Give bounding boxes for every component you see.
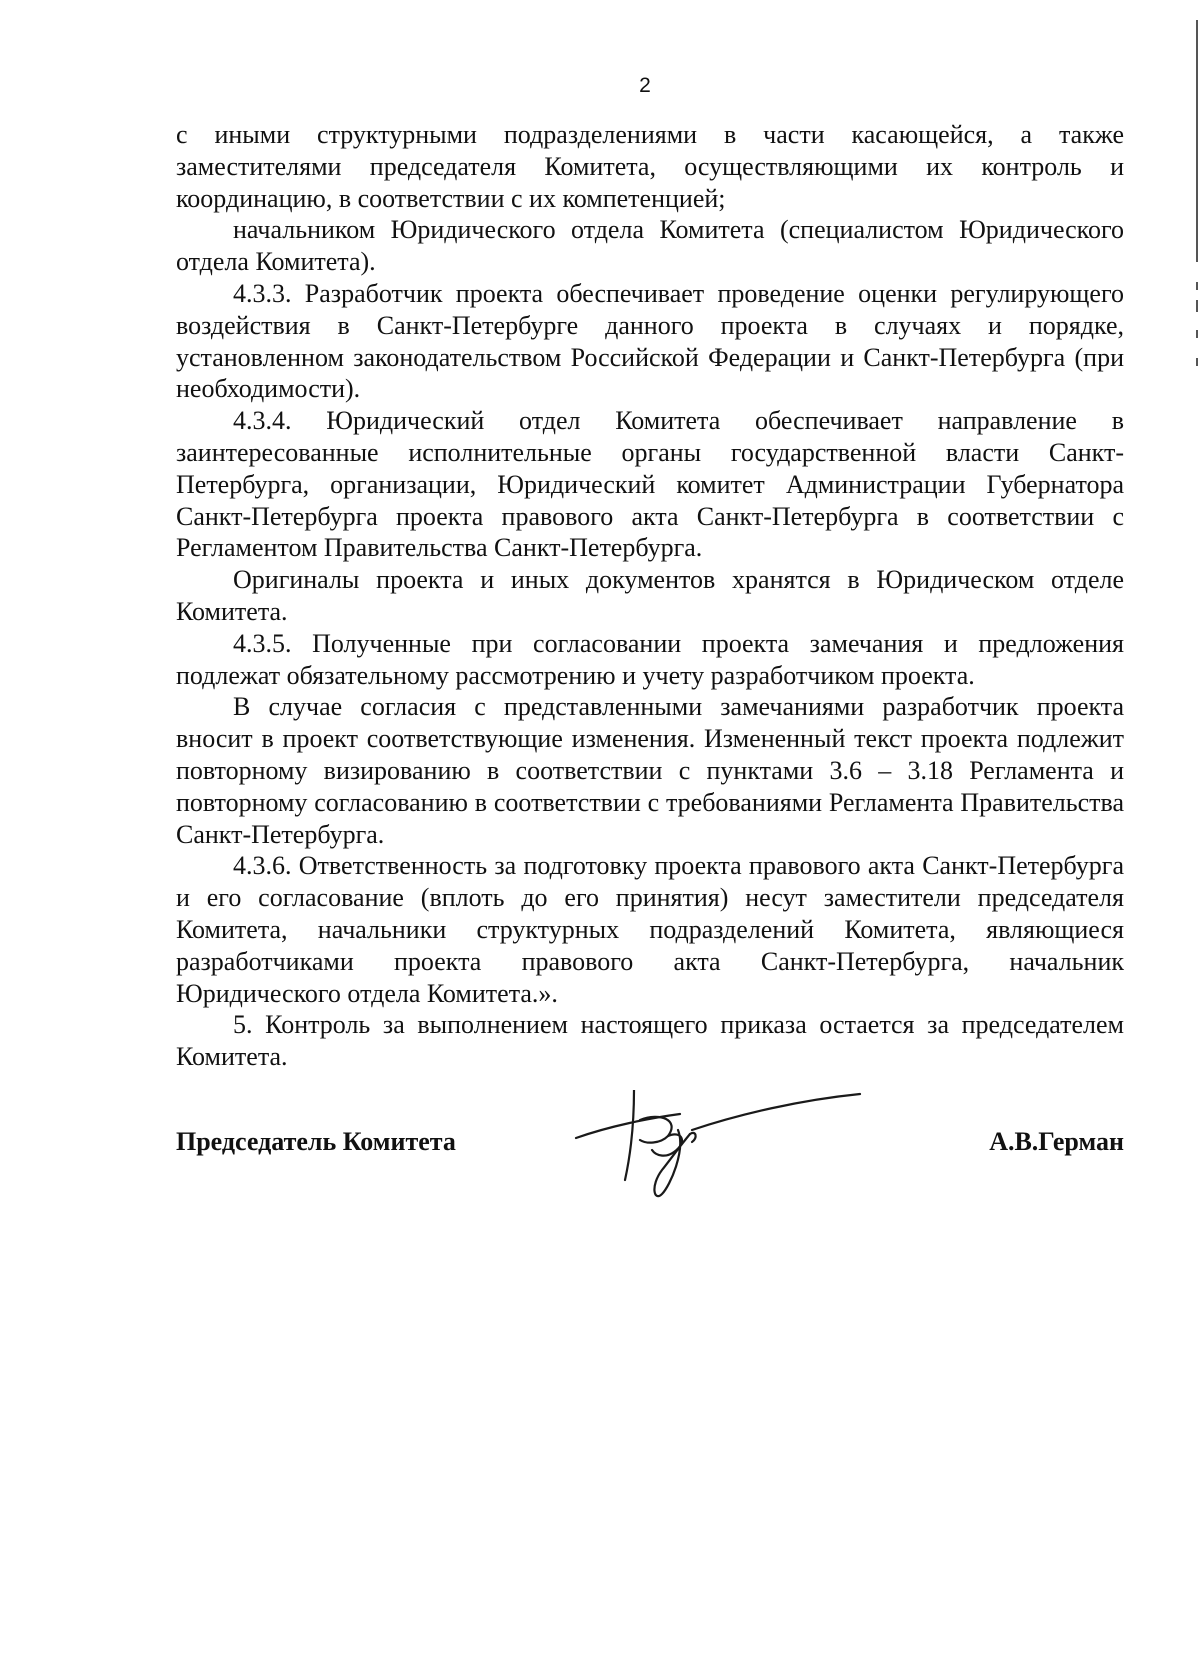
paragraph-3: 4.3.3. Разработчик проекта обеспечивает проведение оценки регулирующего воздействия в Санкт-Петербурге данного проекта в случаях и порядке, установленном законодательством Российской Федерации и Санкт-Петербурга (при необходимости).: [176, 278, 1124, 404]
signatory-name: А.В.Герман: [989, 1127, 1124, 1156]
paragraph-8: 4.3.6. Ответственность за подготовку проекта правового акта Санкт-Петербурга и его согласование (вплоть до его принятия) несут заместители председателя Комитета, начальники структурных подразделений Комитета, являющиеся разработчиками проекта правового акта Санкт-Петербурга, начальник Юридического отдела Комитета.».: [176, 851, 1124, 1008]
scan-edge-marks: [1180, 0, 1200, 420]
paragraph-2: начальником Юридического отдела Комитета (специалистом Юридического отдела Комитета).: [176, 215, 1124, 277]
signatory-title: Председатель Комитета: [176, 1127, 456, 1156]
paragraph-1: с иными структурными подразделениями в части касающейся, а также заместителями председателя Комитета, осуществляющими их контроль и координацию, в соответствии с их компетенцией;: [176, 120, 1124, 213]
page-number: 2: [639, 74, 651, 97]
handwritten-signature: [570, 1090, 890, 1220]
paragraph-5: Оригиналы проекта и иных документов хранятся в Юридическом отделе Комитета.: [176, 565, 1124, 626]
paragraph-7: В случае согласия с представленными замечаниями разработчик проекта вносит в проект соответствующие изменения. Измененный текст проекта подлежит повторному визированию в соответствии с пунктами 3.6 – 3.18 Регламента и повторному согласованию в соответствии с требованиями Регламента Правительства Санкт-Петербурга.: [176, 692, 1124, 849]
paragraph-9: 5. Контроль за выполнением настоящего приказа остается за председателем Комитета.: [176, 1010, 1124, 1072]
paragraph-6: 4.3.5. Полученные при согласовании проекта замечания и предложения подлежат обязательному рассмотрению и учету разработчиком проекта.: [176, 628, 1124, 690]
paragraph-4: 4.3.4. Юридический отдел Комитета обеспечивает направление в заинтересованные исполнительные органы государственной власти Санкт-Петербурга, организации, Юридический комитет Администрации Губернатора Санкт-Петербурга проекта правового акта Санкт-Петербурга в соответствии с Регламентом Правительства Санкт-Петербурга.: [176, 406, 1124, 563]
document-body: [176, 119, 1124, 1073]
